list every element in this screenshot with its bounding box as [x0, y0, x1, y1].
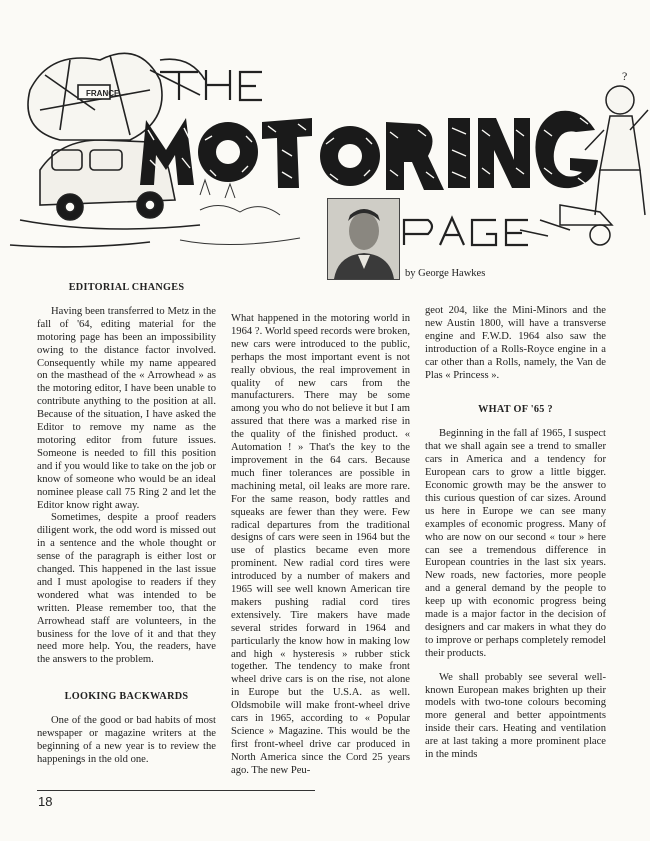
- title-the: [160, 70, 262, 100]
- author-portrait: [327, 198, 400, 280]
- page-number: 18: [38, 794, 53, 809]
- masthead-drawing: [0, 0, 650, 278]
- landscape-sketch: [180, 180, 300, 245]
- paragraph: One of the good or bad habits of most newspaper or magazine writers at the beginning of a new year is to review the happenings in the old one.: [37, 715, 216, 765]
- masthead-illustration: [0, 0, 650, 278]
- section-heading-looking-backwards: LOOKING BACKWARDS: [64, 691, 189, 703]
- paragraph: Sometimes, despite a proof readers diligent work, the odd word is missed out in a sentence and the whole thought or sense of the paragraph is either lost or changed. This happened in the last issue and I must apologise to readers if they wondered what was intended to be written. Please remember too, that the Arrowhead staff are volunteers, in the business for the love of it and that they need more help. You, the readers, have the answers to the problem.: [37, 512, 216, 666]
- byline: by George Hawkes: [405, 268, 486, 279]
- column-1: [37, 282, 216, 767]
- footer-rule: [37, 790, 315, 791]
- title-motoring: [140, 111, 598, 190]
- luggage-label: FRANCE: [86, 89, 120, 98]
- paragraph: What happened in the motoring world in 1964 ?. World speed records were broken, new cars were introduced to the public, perhaps the most important event is not really obvious, the real improvement in quality of new cars from the manufacturers. There may be some among you who do not believe it but I am assured that there was a marked rise in the quality of the finished product. « Automation ! » That's the key to the improvement in the 64 cars. Because much finer tolerances are possible in machining metal, oil leaks are more rare. For the same reason, body rattles and squeaks are fewer than they were. Few radical departures from the traditional designs of cars were seen in 1964 but the use of plastics became even more prominent. New radial cord tires were introduced by a number of makers and 1965 will see well known American tire makers pushing radial cord tires extensively. Tire makers have made several strides forward in 1964 and particularly the know how in making low and high « hysteresis » rubber stick together. The tendency to make front wheel drive cars is on the rise, not alone in Europe but the U.S.A. as well. Oldsmobile will make front-wheel drive cars in 1965, according to « Popular Science » Magazine. This would be the first front-wheel drive car produced in North America since the Cord 25 years ago. The new Peu-: [231, 313, 410, 776]
- paragraph: Having been transferred to Metz in the fall of '64, editing material for the motoring page has been an impossibility owing to the distance factor involved. Consequently while my name appeared on the masthead of the « Arrowhead » as the motoring editor, I have been unable to contribute anything to the position at all. Because of the situation, I have asked the Editor to remove my name as the motoring editor from future issues. Someone is needed to fill this position and if you would like to take on the job or know of someone who would be an ideal nominee please call 75 Ring 2 and let the Editor know right away.: [37, 305, 216, 511]
- portrait-photo-icon: [328, 199, 399, 279]
- paragraph: We shall probably see several well-known European makes brighten up their models with two-tone colours becoming more general and better appointments inside their cars. Heating and ventilation are at last taking a more prominent place in the minds: [425, 671, 606, 761]
- section-heading-editorial-changes: EDITORIAL CHANGES: [68, 282, 185, 293]
- paragraph: Beginning in the fall af 1965, I suspect that we shall again see a trend to smaller cars in America and a tendency for European cars to grow a little bigger. Economic growth may be the answer to this curious question of car sizes. Around us here in Europe we can see many examples of economic progress. Many of who are now on our second « tour » here can see a tremendous difference in European countries in the last six years. New roads, new factories, more people and a general demand by the people to keep up with economic progress being made is a major factor in the decision of designers and car makers in what they do to improve or perhaps completely remodel their products.: [425, 428, 606, 659]
- column-3: [425, 305, 606, 762]
- svg-text:?: ?: [622, 69, 628, 83]
- section-heading-what-of-65: WHAT OF '65 ?: [478, 404, 553, 416]
- title-page: [404, 218, 528, 245]
- paragraph: geot 204, like the Mini-Minors and the new Austin 1800, will have a transverse engine and F.W.D. 1964 also saw the introduction of a Rolls-Royce engine in a car other than a Rolls, namely, the Van de Plas « Princess ».: [425, 305, 606, 381]
- column-2: [231, 313, 410, 778]
